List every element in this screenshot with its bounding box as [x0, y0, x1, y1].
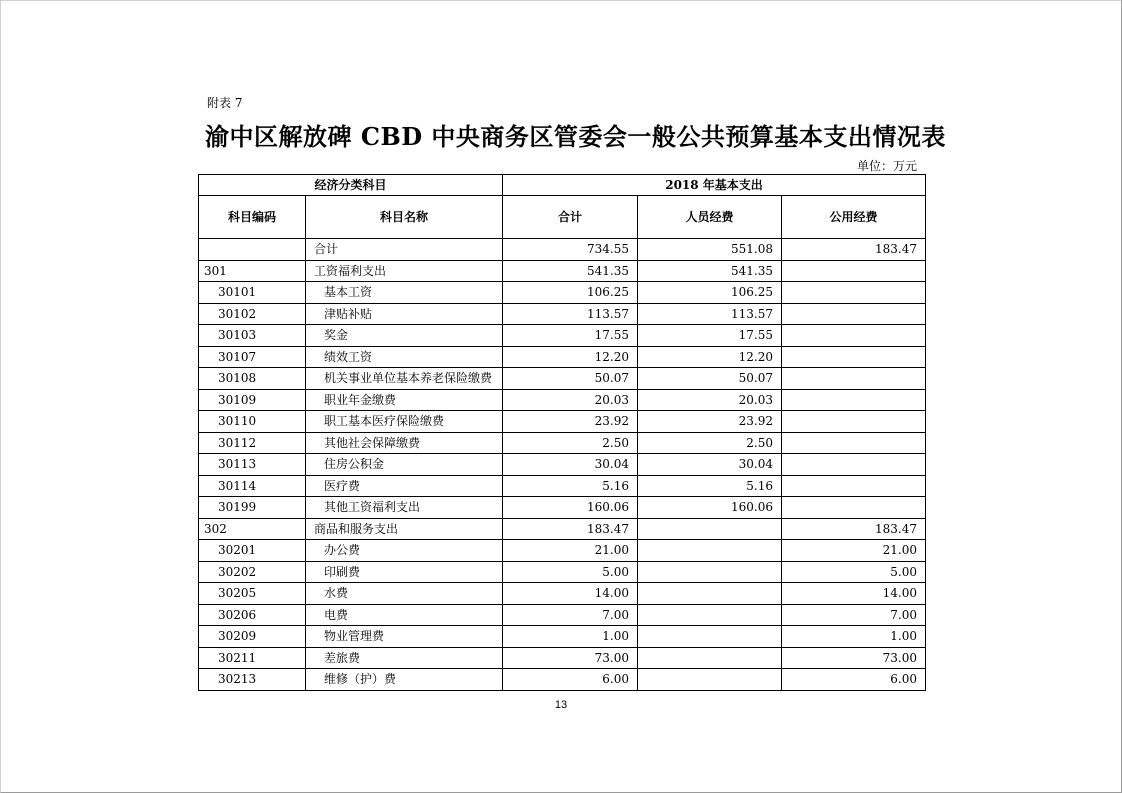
cell-code: 30213 [199, 669, 306, 691]
cell-name: 印刷费 [306, 561, 503, 583]
cell-total: 23.92 [503, 411, 638, 433]
table-row [199, 411, 926, 433]
cell-public [782, 282, 926, 304]
cell-personnel: 551.08 [638, 239, 782, 261]
cell-total: 21.00 [503, 540, 638, 562]
cell-total: 113.57 [503, 303, 638, 325]
cell-personnel [638, 583, 782, 605]
cell-personnel: 2.50 [638, 432, 782, 454]
cell-name: 物业管理费 [306, 626, 503, 648]
page-title: 渝中区解放碑 CBD 中央商务区管委会一般公共预算基本支出情况表 [205, 122, 946, 151]
cell-total: 17.55 [503, 325, 638, 347]
cell-code: 30103 [199, 325, 306, 347]
cell-name: 办公费 [306, 540, 503, 562]
cell-code: 30102 [199, 303, 306, 325]
page-number: 13 [554, 699, 568, 711]
cell-public: 5.00 [782, 561, 926, 583]
table-group-header-row [199, 175, 926, 196]
cell-code: 302 [199, 518, 306, 540]
cell-total: 50.07 [503, 368, 638, 390]
cell-code: 30202 [199, 561, 306, 583]
cell-name: 维修（护）费 [306, 669, 503, 691]
cell-code: 30108 [199, 368, 306, 390]
cell-name: 水费 [306, 583, 503, 605]
table-row [199, 497, 926, 519]
table-row [199, 325, 926, 347]
unit-label: 单位：万元 [856, 159, 917, 173]
cell-code: 30209 [199, 626, 306, 648]
column-header-personnel: 人员经费 [638, 196, 782, 239]
table-row [199, 647, 926, 669]
cell-total: 30.04 [503, 454, 638, 476]
table-row [199, 260, 926, 282]
cell-public [782, 497, 926, 519]
cell-name: 电费 [306, 604, 503, 626]
cell-public: 14.00 [782, 583, 926, 605]
column-header-name: 科目名称 [306, 196, 503, 239]
cell-total: 73.00 [503, 647, 638, 669]
budget-table [198, 174, 926, 691]
cell-personnel: 50.07 [638, 368, 782, 390]
cell-personnel: 113.57 [638, 303, 782, 325]
cell-total: 734.55 [503, 239, 638, 261]
cell-public: 183.47 [782, 518, 926, 540]
cell-public: 73.00 [782, 647, 926, 669]
table-row [199, 368, 926, 390]
cell-personnel [638, 647, 782, 669]
cell-public [782, 303, 926, 325]
cell-code: 30113 [199, 454, 306, 476]
cell-name: 职工基本医疗保险缴费 [306, 411, 503, 433]
cell-name: 医疗费 [306, 475, 503, 497]
group-header-basic-expenditure: 2018 年基本支出 [503, 175, 926, 196]
cell-code: 30101 [199, 282, 306, 304]
cell-public [782, 454, 926, 476]
table-row [199, 626, 926, 648]
cell-code: 30206 [199, 604, 306, 626]
cell-code: 30201 [199, 540, 306, 562]
cell-total: 6.00 [503, 669, 638, 691]
table-row [199, 669, 926, 691]
cell-name: 差旅费 [306, 647, 503, 669]
cell-public: 6.00 [782, 669, 926, 691]
cell-personnel [638, 669, 782, 691]
cell-total: 5.00 [503, 561, 638, 583]
cell-name: 绩效工资 [306, 346, 503, 368]
column-header-public: 公用经费 [782, 196, 926, 239]
cell-total: 14.00 [503, 583, 638, 605]
cell-total: 7.00 [503, 604, 638, 626]
cell-name: 工资福利支出 [306, 260, 503, 282]
cell-personnel: 20.03 [638, 389, 782, 411]
cell-code [199, 239, 306, 261]
table-row [199, 518, 926, 540]
table-row [199, 561, 926, 583]
cell-name: 住房公积金 [306, 454, 503, 476]
cell-personnel: 23.92 [638, 411, 782, 433]
cell-personnel: 17.55 [638, 325, 782, 347]
cell-personnel [638, 561, 782, 583]
cell-total: 12.20 [503, 346, 638, 368]
cell-name: 其他工资福利支出 [306, 497, 503, 519]
table-row [199, 540, 926, 562]
cell-name: 津贴补贴 [306, 303, 503, 325]
table-row [199, 454, 926, 476]
cell-public [782, 475, 926, 497]
cell-personnel: 106.25 [638, 282, 782, 304]
cell-public [782, 260, 926, 282]
column-header-total: 合计 [503, 196, 638, 239]
cell-code: 30199 [199, 497, 306, 519]
cell-name: 合计 [306, 239, 503, 261]
cell-public: 1.00 [782, 626, 926, 648]
cell-public [782, 325, 926, 347]
cell-code: 30110 [199, 411, 306, 433]
cell-total: 106.25 [503, 282, 638, 304]
cell-name: 其他社会保障缴费 [306, 432, 503, 454]
cell-personnel: 30.04 [638, 454, 782, 476]
cell-public: 183.47 [782, 239, 926, 261]
table-row [199, 303, 926, 325]
cell-public [782, 432, 926, 454]
column-header-code: 科目编码 [199, 196, 306, 239]
cell-public [782, 411, 926, 433]
cell-public: 7.00 [782, 604, 926, 626]
table-row [199, 432, 926, 454]
cell-total: 2.50 [503, 432, 638, 454]
cell-personnel: 12.20 [638, 346, 782, 368]
table-row [199, 346, 926, 368]
cell-code: 30114 [199, 475, 306, 497]
cell-total: 160.06 [503, 497, 638, 519]
cell-name: 商品和服务支出 [306, 518, 503, 540]
cell-personnel [638, 518, 782, 540]
cell-public: 21.00 [782, 540, 926, 562]
cell-personnel: 541.35 [638, 260, 782, 282]
cell-total: 5.16 [503, 475, 638, 497]
cell-name: 机关事业单位基本养老保险缴费 [306, 368, 503, 390]
cell-code: 30205 [199, 583, 306, 605]
table-row [199, 475, 926, 497]
cell-personnel: 5.16 [638, 475, 782, 497]
cell-public [782, 389, 926, 411]
attachment-label: 附表 7 [207, 96, 243, 110]
cell-total: 20.03 [503, 389, 638, 411]
cell-personnel [638, 604, 782, 626]
table-row [199, 239, 926, 261]
cell-personnel [638, 540, 782, 562]
cell-personnel [638, 626, 782, 648]
cell-code: 301 [199, 260, 306, 282]
table-column-header-row [199, 196, 926, 239]
cell-name: 职业年金缴费 [306, 389, 503, 411]
table-row [199, 583, 926, 605]
cell-code: 30109 [199, 389, 306, 411]
cell-code: 30112 [199, 432, 306, 454]
cell-public [782, 368, 926, 390]
cell-personnel: 160.06 [638, 497, 782, 519]
cell-total: 541.35 [503, 260, 638, 282]
cell-name: 基本工资 [306, 282, 503, 304]
cell-code: 30107 [199, 346, 306, 368]
cell-code: 30211 [199, 647, 306, 669]
table-row [199, 604, 926, 626]
group-header-economic-class: 经济分类科目 [199, 175, 503, 196]
cell-name: 奖金 [306, 325, 503, 347]
cell-public [782, 346, 926, 368]
cell-total: 183.47 [503, 518, 638, 540]
table-row [199, 389, 926, 411]
cell-total: 1.00 [503, 626, 638, 648]
table-row [199, 282, 926, 304]
table-body [199, 239, 926, 691]
